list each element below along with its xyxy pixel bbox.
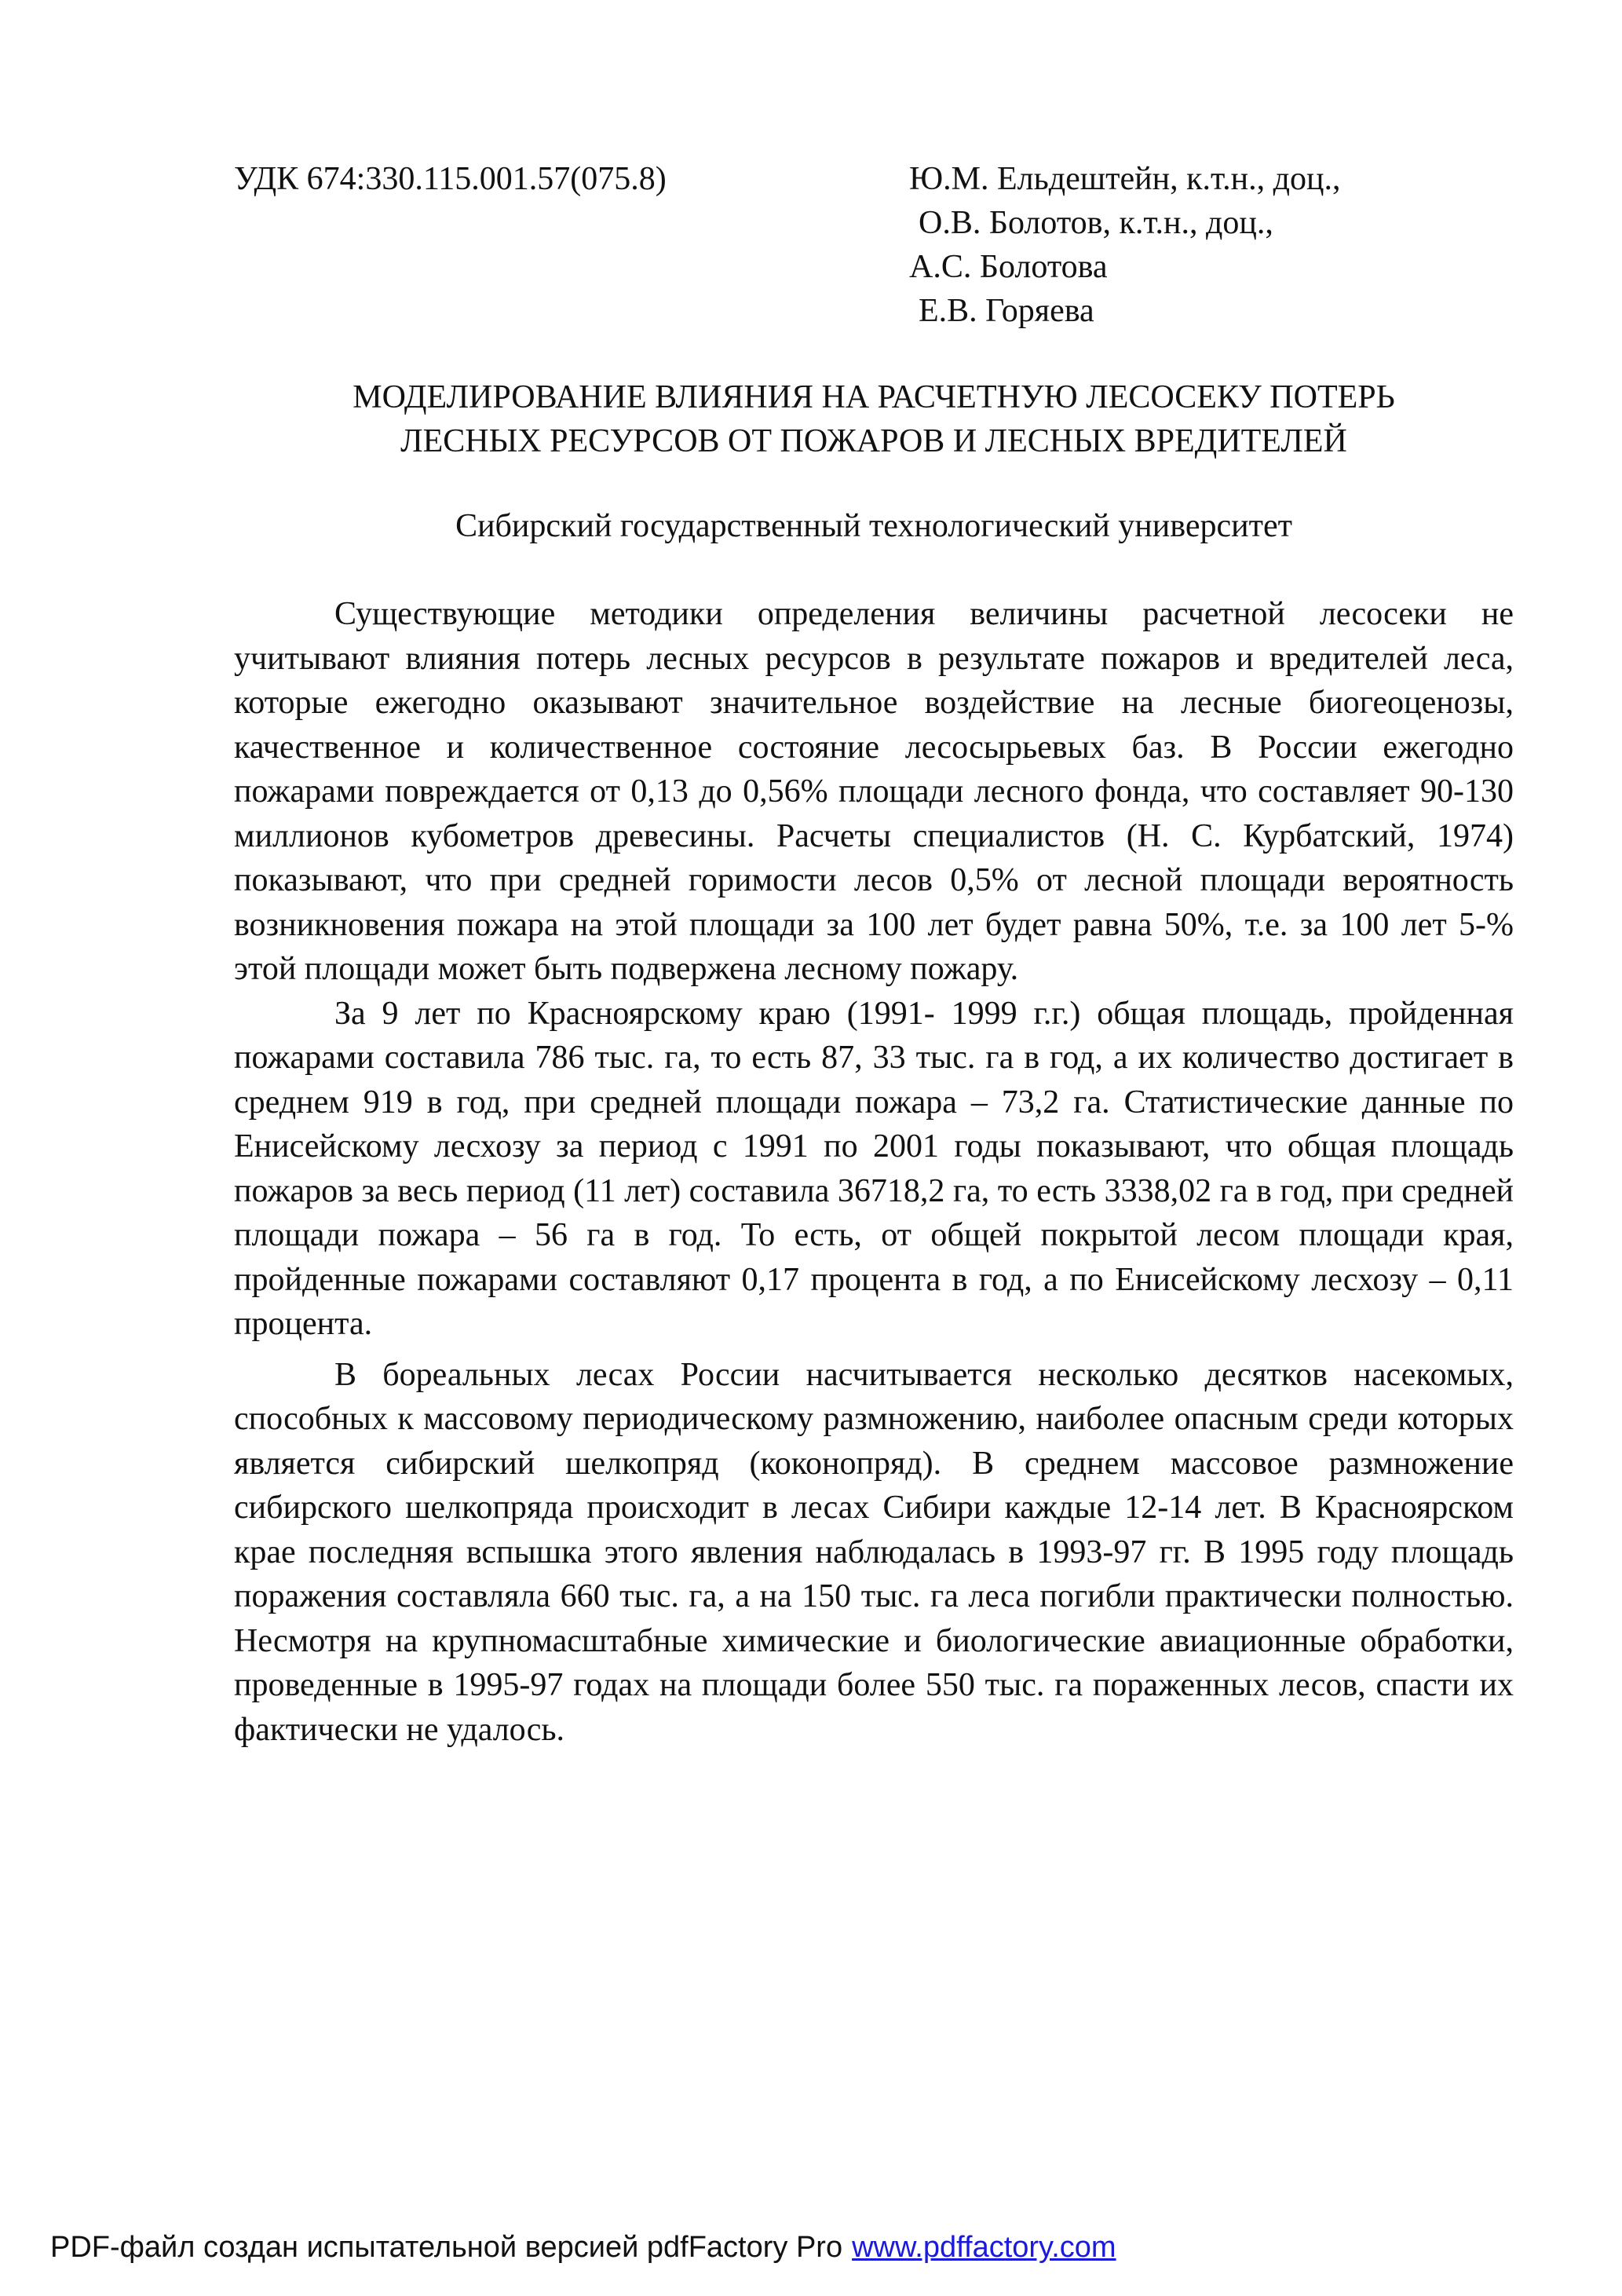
paragraph-2: За 9 лет по Красноярскому краю (1991- 1999 г.г.) общая площадь, пройденная пожарами составила 786 тыс. га, то есть 87, 33 тыс. га в год, а их количество достигает в среднем 919 в год, при средней площади пожара – 73,2 га. Статистические данные по Енисейскому лесхозу за период с 1991 по 2001 годы показывают, что общая площадь пожаров за весь период (11 лет) составила 36718,2 га, то есть 3338,02 га в год, при средней площади пожара – 56 га в год. То есть, от общей покрытой лесом площади края, пройденные пожарами составляют 0,17 процента в год, а по Енисейскому лесхозу – 0,11 процента. (234, 995, 1514, 1342)
paper-title-line-1: МОДЕЛИРОВАНИЕ ВЛИЯНИЯ НА РАСЧЕТНУЮ ЛЕСОСЕКУ ПОТЕРЬ (353, 379, 1395, 415)
author-3: А.С. Болотова (909, 249, 1108, 285)
author-2: О.В. Болотов, к.т.н., доц., (919, 205, 1273, 241)
footer-text: PDF-файл создан испытательной версией pdfFactory Pro (50, 2231, 843, 2264)
pdffactory-link[interactable]: www.pdffactory.com (852, 2231, 1116, 2264)
udk-code: УДК 674:330.115.001.57(075.8) (234, 161, 667, 197)
author-4: Е.В. Горяева (919, 293, 1094, 329)
affiliation: Сибирский государственный технологический университет (455, 508, 1292, 544)
author-1: Ю.М. Ельдештейн, к.т.н., доц., (909, 161, 1341, 197)
paper-title (234, 375, 1514, 463)
author-list (909, 157, 1341, 333)
pdf-watermark-footer (50, 2230, 1116, 2265)
paper-title-line-2: ЛЕСНЫХ РЕСУРСОВ ОТ ПОЖАРОВ И ЛЕСНЫХ ВРЕДИТЕЛЕЙ (400, 423, 1347, 459)
paragraph-1: Существующие методики определения величины расчетной лесосеки не учитывают влияния потерь лесных ресурсов в результате пожаров и вредителей леса, которые ежегодно оказывают значительное воздействие на лесные биогеоценозы, качественное и количественное состояние лесосырьевых баз. В России ежегодно пожарами повреждается от 0,13 до 0,56% площади лесного фонда, что составляет 90-130 миллионов кубометров древесины. Расчеты специалистов (Н. С. Курбатский, 1974) показывают, что при средней горимости лесов 0,5% от лесной площади вероятность возникновения пожара на этой площади за 100 лет будет равна 50%, т.е. за 100 лет 5-% этой площади может быть подвержена лесному пожару. (234, 596, 1514, 987)
body-text (234, 592, 1514, 1752)
paragraph-3: В бореальных лесах России насчитывается несколько десятков насекомых, способных к массовому периодическому размножению, наиболее опасным среди которых является сибирский шелкопряд (коконопряд). В среднем массовое размножение сибирского шелкопряда происходит в лесах Сибири каждые 12-14 лет. В Красноярском крае последняя вспышка этого явления наблюдалась в 1993-97 гг. В 1995 году площадь поражения составляла 660 тыс. га, а на 150 тыс. га леса погибли практически полностью. Несмотря на крупномасштабные химические и биологические авиационные обработки, проведенные в 1995-97 годах на площади более 550 тыс. га пораженных лесов, спасти их фактически не удалось. (234, 1356, 1514, 1748)
